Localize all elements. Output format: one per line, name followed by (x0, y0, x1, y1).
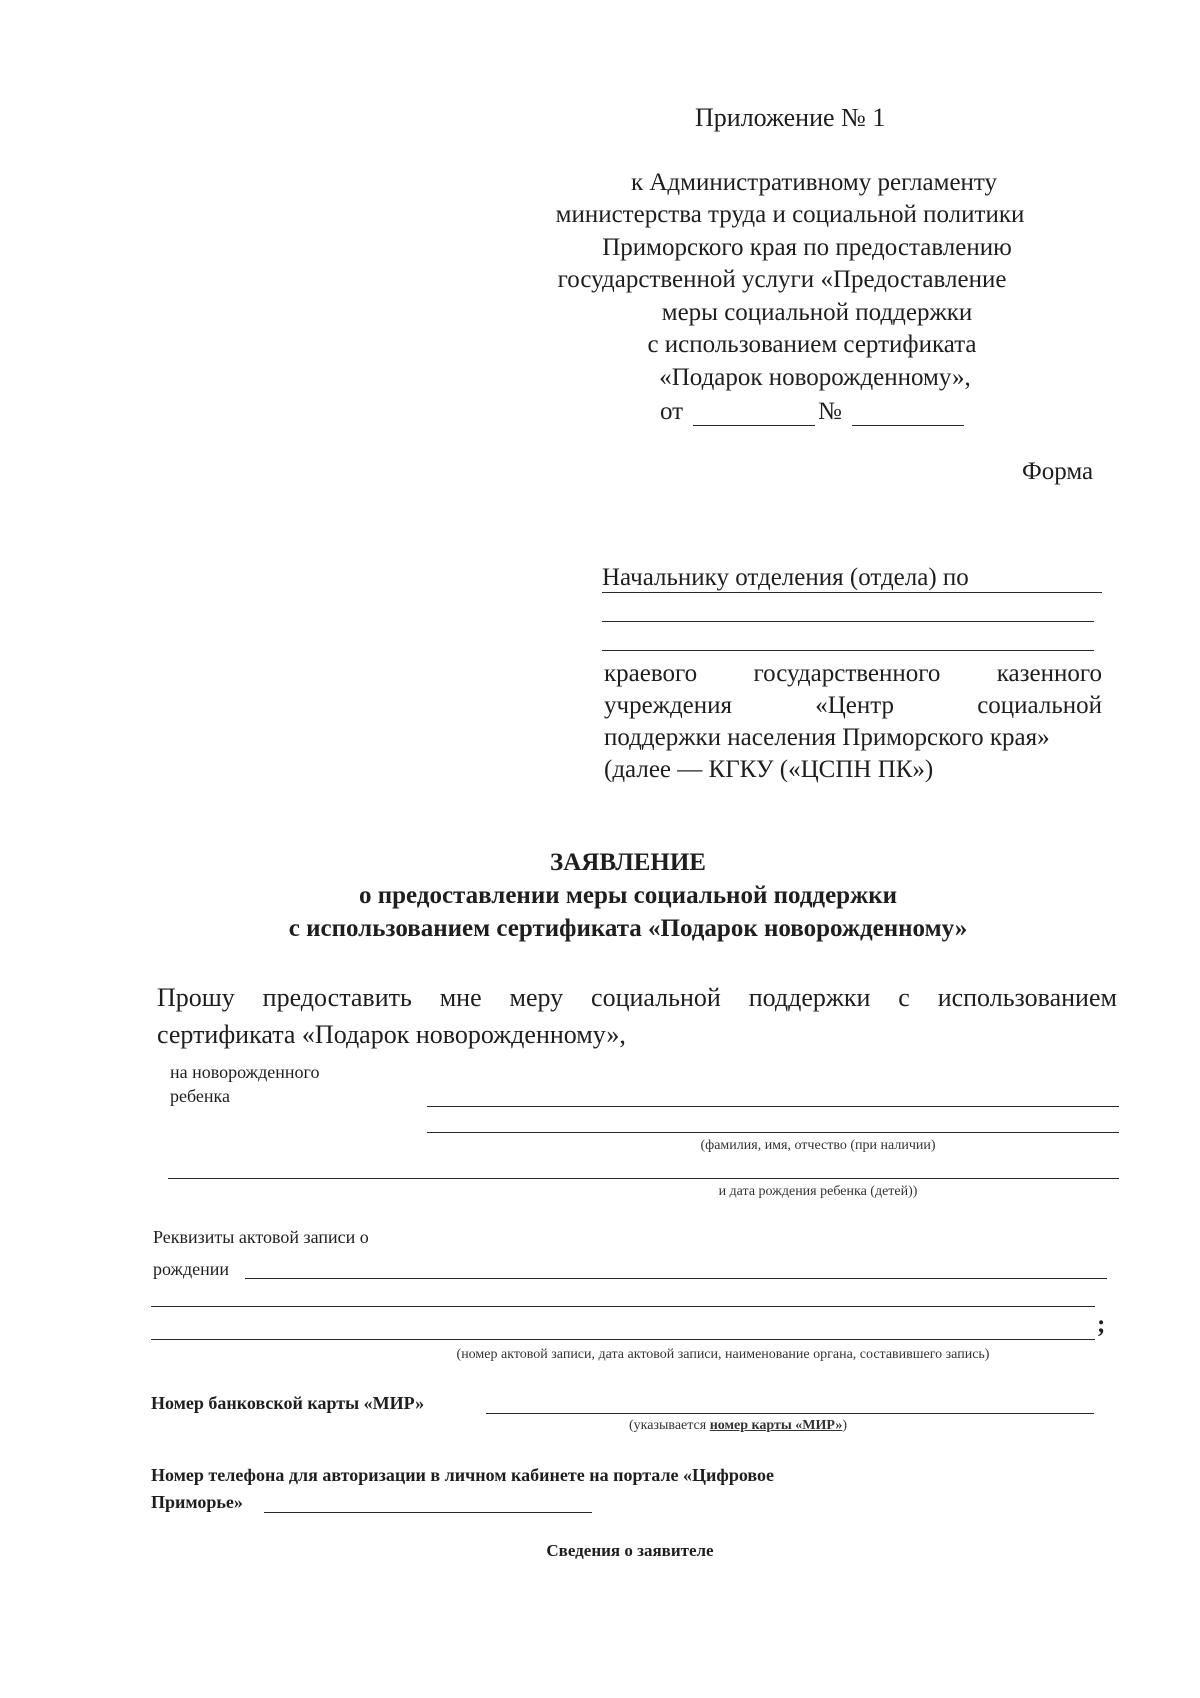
bank-card-label: Номер банковской карты «МИР» (151, 1393, 425, 1413)
number-blank (852, 425, 964, 426)
addressee-underline (602, 592, 1102, 593)
request-word: использованием (937, 983, 1117, 1012)
regulation-line: к Административному регламенту (630, 169, 998, 196)
request-word: Прошу (157, 983, 235, 1012)
document-subtitle: о предоставлении меры социальной поддержки (358, 882, 898, 909)
addressee-blank (602, 621, 1094, 622)
request-word: с (898, 983, 910, 1012)
request-paragraph-line (157, 983, 1117, 1013)
regulation-line: государственной услуги «Предоставление (557, 266, 1007, 293)
bank-card-hint: (указывается номер карты «МИР») (629, 1418, 847, 1433)
addressee-justified-row (604, 692, 1102, 720)
regulation-line: министерства труда и социальной политики (555, 201, 1025, 228)
date-prefix: от (660, 398, 684, 425)
document-subtitle: с использованием сертификата «Подарок новорожденному» (288, 915, 968, 942)
addressee-line: Начальнику отделения (отдела) по (602, 564, 969, 591)
request-word: предоставить (262, 983, 412, 1012)
regulation-line: Приморского края по предоставлению (602, 234, 1012, 261)
addressee-blank (602, 650, 1094, 651)
request-word: поддержки (748, 983, 871, 1012)
child-label: на новорожденного (170, 1062, 320, 1082)
addressee-word: казенного (996, 660, 1102, 687)
addressee-word: краевого (604, 660, 698, 687)
regulation-line: с использованием сертификата (647, 331, 977, 358)
act-record-field[interactable] (151, 1306, 1095, 1307)
form-label: Форма (1022, 458, 1094, 485)
bank-card-field[interactable] (486, 1413, 1094, 1414)
request-word: меру (509, 983, 564, 1012)
act-record-field[interactable] (245, 1278, 1107, 1279)
request-word: мне (439, 983, 482, 1012)
act-record-label: Реквизиты актовой записи о (153, 1227, 369, 1247)
regulation-line: «Подарок новорожденному», (659, 364, 971, 391)
addressee-line: (далее — КГКУ («ЦСПН ПК») (604, 756, 934, 783)
applicant-section-heading: Сведения о заявителе (546, 1541, 714, 1560)
request-word: социальной (591, 983, 721, 1012)
number-sign: № (818, 398, 842, 425)
child-label: ребенка (170, 1086, 230, 1106)
addressee-word: учреждения (604, 692, 733, 719)
regulation-line: меры социальной поддержки (661, 299, 973, 326)
child-name-field[interactable] (427, 1132, 1119, 1133)
addressee-word: социальной (977, 692, 1102, 719)
act-record-hint: (номер актовой записи, дата актовой записи, наименование органа, составившего запись) (456, 1347, 990, 1362)
child-name-hint: (фамилия, имя, отчество (при наличии) (700, 1138, 936, 1153)
addressee-line: поддержки населения Приморского края» (604, 724, 1050, 751)
phone-label: Приморье» (151, 1492, 243, 1512)
child-birthdate-hint: и дата рождения ребенка (детей)) (718, 1184, 918, 1199)
request-paragraph-line: сертификата «Подарок новорожденному», (157, 1020, 626, 1049)
date-blank (693, 425, 815, 426)
child-birthdate-field[interactable] (168, 1178, 1119, 1179)
act-record-field[interactable] (151, 1339, 1095, 1340)
act-record-label: рождении (153, 1259, 230, 1279)
addressee-justified-row (604, 660, 1102, 688)
addressee-word: «Центр (815, 692, 894, 719)
addressee-word: государственного (753, 660, 941, 687)
appendix-number: Приложение № 1 (695, 103, 886, 132)
act-record-semicolon: ; (1097, 1311, 1106, 1338)
phone-field[interactable] (264, 1512, 592, 1513)
document-title: ЗАЯВЛЕНИЕ (550, 849, 706, 876)
phone-label: Номер телефона для авторизации в личном кабинете на портале «Цифровое (151, 1465, 775, 1485)
child-name-field[interactable] (427, 1106, 1119, 1107)
